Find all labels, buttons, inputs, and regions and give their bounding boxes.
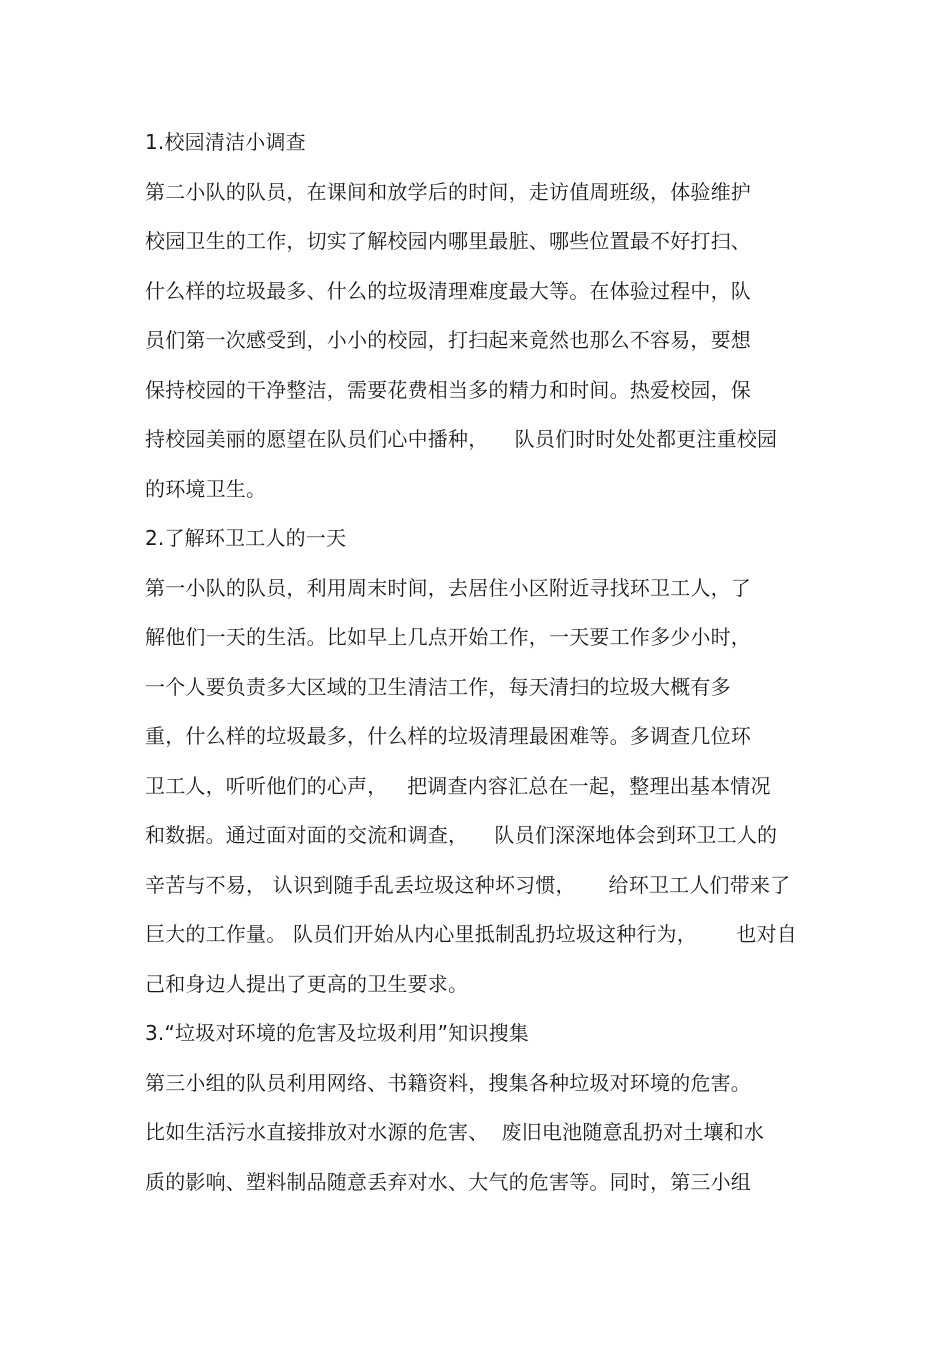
paragraph-line: 员们第一次感受到，小小的校园，打扫起来竟然也那么不容易，要想 (145, 328, 751, 352)
paragraph-line: 第三小组的队员利用网络、书籍资料，搜集各种垃圾对环境的危害。 (145, 1070, 751, 1095)
section-heading-2: 2.了解环卫工人的一天 (145, 526, 347, 550)
section-heading-3: 3.“垃圾对环境的危害及垃圾利用”知识搜集 (145, 1021, 530, 1045)
paragraph-line: 持校园美丽的愿望在队员们心中播种， 队员们时时处处都更注重校园 (145, 427, 778, 451)
paragraph-line: 一个人要负责多大区域的卫生清洁工作，每天清扫的垃圾大概有多 (145, 674, 731, 699)
paragraph-line: 保持校园的干净整洁，需要花费相当多的精力和时间。热爱校园，保 (145, 377, 751, 402)
paragraph-line: 的环境卫生。 (145, 476, 267, 501)
paragraph-line: 辛苦与不易， 认识到随手乱丢垃圾这种坏习惯， 给环卫工人们带来了 (145, 872, 791, 897)
paragraph-line: 比如生活污水直接排放对水源的危害、 废旧电池随意乱扔对土壤和水 (145, 1120, 765, 1144)
paragraph-line: 校园卫生的工作，切实了解校园内哪里最脏、哪些位置最不好打扫、 (145, 229, 751, 253)
paragraph-line: 重，什么样的垃圾最多，什么样的垃圾清理最困难等。多调查几位环 (145, 724, 751, 748)
paragraph-line: 己和身边人提出了更高的卫生要求。 (145, 971, 469, 996)
section-heading-1: 1.校园清洁小调查 (145, 130, 306, 154)
paragraph-line: 巨大的工作量。 队员们开始从内心里抵制乱扔垃圾这种行为， 也对自 (145, 922, 797, 946)
paragraph-line: 第一小队的队员，利用周末时间，去居住小区附近寻找环卫工人，了 (145, 575, 751, 600)
paragraph-line: 卫工人，听听他们的心声， 把调查内容汇总在一起，整理出基本情况 (145, 773, 771, 798)
document-body (145, 122, 815, 1211)
paragraph-line: 质的影响、塑料制品随意丢弃对水、大气的危害等。同时，第三小组 (145, 1169, 751, 1194)
paragraph-line: 什么样的垃圾最多、什么的垃圾清理难度最大等。在体验过程中，队 (145, 278, 751, 303)
paragraph-line: 第二小队的队员，在课间和放学后的时间，走访值周班级，体验维护 (145, 179, 751, 204)
paragraph-line: 和数据。通过面对面的交流和调查， 队员们深深地体会到环卫工人的 (145, 823, 778, 847)
paragraph-line: 解他们一天的生活。比如早上几点开始工作，一天要工作多少小时， (145, 625, 751, 649)
